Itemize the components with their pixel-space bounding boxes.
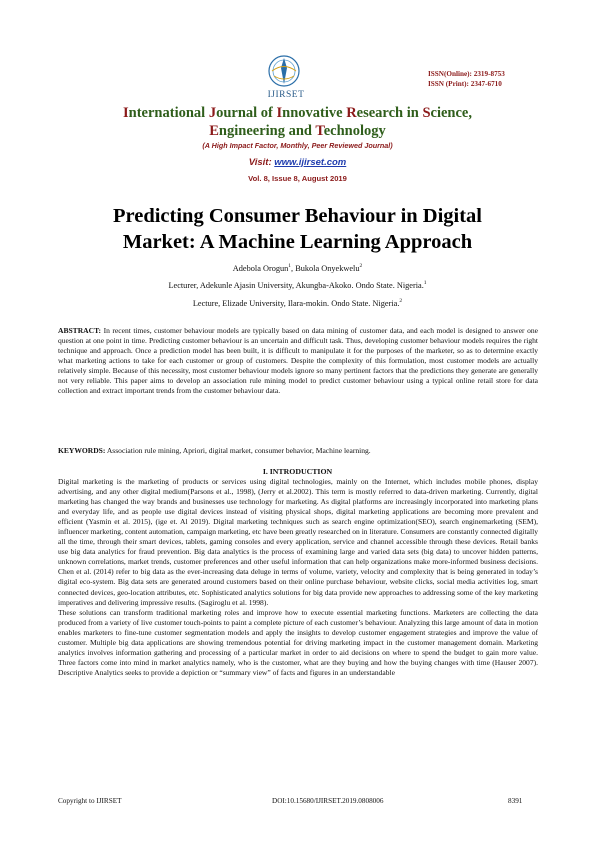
affiliation-2: Lecture, Elizade University, Ilara-mokin. Ondo State. Nigeria.$^2$	[192, 298, 403, 308]
abstract-text: In recent times, customer behaviour models are typically based on data mining of customer data, and each model is designed to answer one question at one point in time. Predicting customer behaviour is an uncertain and difficult task. Thus, developing customer behaviour models requires the right technique and approach. Once a prediction model has been built, it is difficult to manipulate it for the purposes of the marketer, so as to determine exactly what marketing actions to take for each customer or group of customers. Despite the complexity of this formulation, most customer models are actually relatively simple. Because of this necessity, most customer behaviour models ignore so many pertinent factors that the predictions they generate are generally not very reliable. This paper aims to develop an association rule mining model to predict customer behaviour using a typical online retail store for data collection and extract important trends from the customer behaviour data.	[58, 326, 538, 396]
issn-print: ISSN (Print): 2347-6710	[428, 80, 502, 88]
logo-text: IJIRSET	[267, 90, 305, 100]
paper-title	[60, 203, 535, 255]
author-1: Adebola Orogun	[232, 264, 289, 273]
footer-page-number: 8391	[508, 797, 523, 805]
section-heading: I. INTRODUCTION	[262, 467, 333, 476]
issn-block	[428, 69, 505, 89]
journal-title-line2: Engineering and Technology	[209, 123, 386, 139]
journal-title	[60, 104, 535, 140]
author-2: , Bukola Onyekwelu	[291, 264, 360, 273]
intro-paragraph-1: Digital marketing is the marketing of products or services using digital technologies, mainly on the Internet, which includes mobile phones, display advertising, and any other digital medium(Parsons et al., 1998), (Jerry et al.2002). This term is mostly referred to data-driven marketing. Currently, digital marketing has changed the way brands and businesses use technology for marketing. As digital platforms are increasingly incorporated into marketing plans and everyday life, and as people use digital devices instead of visiting physical shops, digital marketing applications are becoming more prevalent and efficient (Yasmin et al. 2015), (ige et. Al 2019). Digital marketing techniques such as search engine optimization(SEO), search enginemarketing (SEM), influencer marketing, content automation, campaign marketing, etc have been greatly researched on in literature. Consumers are constantly connected digitally all the time, through their smart devices, tablets, gaming consoles and every application, service and channel accessible through these devices. Retail banks use big data analytics for fraud prevention. Big data analytics is the process of examining large and varied data sets (big data) to uncover hidden patterns, unknown correlations, market trends, customer preferences and other useful information that can help organizations make more-informed business decisions. Chen et al. (2014) refer to big data as the ever-increasing data deluge in terms of volume, variety, velocity and complexity that is being generated in today’s digital eco-system. Big data sets are generated around customers based on their online purchase behaviour, website clicks, social media activities log, smart connected devices, geo-location attributes, etc. Sophisticated analytics solutions for big data provide new approaches to addressing some of the key marketing imperatives and delivering impressive results. (Sagiroglu et al. 1998).	[58, 477, 538, 607]
paper-title-line1: Predicting Consumer Behaviour in Digital	[112, 205, 483, 227]
paper-title-line2: Market: A Machine Learning Approach	[122, 231, 473, 253]
keywords	[58, 446, 538, 456]
footer-copyright: Copyright to IJIRSET	[58, 797, 122, 805]
abstract-label: ABSTRACT:	[58, 326, 102, 335]
website-link[interactable]: www.ijirset.com	[274, 157, 347, 168]
impact-statement: (A High Impact Factor, Monthly, Peer Reviewed Journal)	[202, 141, 393, 150]
affiliation-1: Lecturer, Adekunle Ajasin University, Akungba-Akoko. Ondo State. Nigeria.$^1$	[168, 280, 427, 290]
issn-online: ISSN(Online): 2319-8753	[428, 70, 505, 78]
volume-issue: Vol. 8, Issue 8, August 2019	[248, 174, 347, 183]
intro-paragraph-2: These solutions can transform traditional marketing roles and improve how to execute essential marketing functions. Marketers are collecting the data produced from a variety of live customer touch-points to paint a complete picture of each customer’s behaviour. Analyzing this large amount of data in motion enables marketers to fine-tune customer segmentation models and apply the insights to develop customer engagement strategies and improve the value of customer. Multiple big data applications are showing tremendous potential for driving marketing impact in the customer management domain. Marketing analytics involves information gathering and processing of a particular market in order to aid decisions on where to spend the budget to gain more value. Three factors come into mind in market analytics namely, who is the customer, what are they buying and how the buying changes with time (Hauser 2007). Descriptive Analytics seeks to provide a depiction or “summary view” of facts and figures in an understandable	[58, 607, 538, 677]
keywords-label: KEYWORDS:	[58, 446, 106, 455]
abstract	[58, 326, 538, 396]
footer-doi: DOI:10.15680/IJIRSET.2019.0808006	[272, 797, 384, 805]
authors: Adebola Orogun$^1$, Bukola Onyekwelu$^2$	[232, 263, 363, 273]
visit-line	[0, 157, 595, 168]
introduction-body	[58, 477, 538, 678]
keywords-text: Association rule mining, Apriori, digital market, consumer behavior, Machine learning.	[105, 446, 371, 455]
journal-title-line1: International Journal of Innovative Research in Science,	[123, 105, 472, 121]
visit-label: Visit:	[248, 157, 275, 168]
